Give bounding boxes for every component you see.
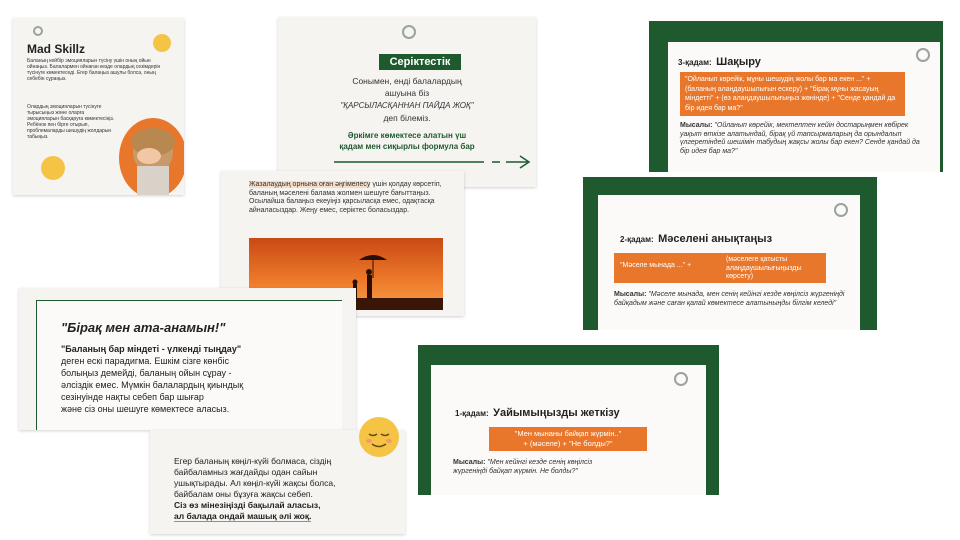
- text-line: ушықтырады. Ал көңіл-күйі жақсы болса,: [174, 478, 336, 488]
- formula-left: "Мәселе мынада ..." +: [620, 262, 692, 269]
- screaming-emoji-icon: [41, 156, 65, 180]
- body-text: үшін қолдау көрсетіп, баланың мәселені балама жолмен шешуге бағыттаңыз. Осылайша балаңыз екеуіңіз қарсыласқа емес, одақтасқа айналасыздар. Жеңу емес, серіктес боласыздар.: [249, 181, 442, 214]
- example-body: "Мен кейінгі кезде сенің көңілсіз: [487, 459, 593, 466]
- logo-icon: [33, 26, 43, 36]
- highlight-text: Жазалаудың орнына оған әңгімелесу: [249, 181, 371, 188]
- card-but-im-parent[interactable]: [19, 288, 356, 430]
- example-body: жүргеніңді байқап жүрмін. Не болды?": [453, 467, 578, 475]
- step-title: Мәселені анықтаңыз: [658, 233, 773, 245]
- card-step-3[interactable]: [649, 21, 943, 172]
- text-line: байбаламныз жағдайды одан сайын: [174, 467, 318, 477]
- step-label: 1-қадам:: [455, 409, 489, 418]
- text-line: деген ескі парадигма. Ешкім сізге көнбіс: [61, 356, 230, 366]
- step-label: 2-қадам:: [620, 235, 654, 244]
- bold-line: Сіз өз мінезіңізді бақылай аласыз,: [174, 500, 321, 510]
- text-line: Сонымен, енді балалардың: [352, 76, 462, 86]
- formula-box: [614, 253, 826, 283]
- intro-text: [249, 181, 454, 215]
- step-heading: [455, 403, 620, 421]
- paragraph: Баланың кейбір эмоцияларын түсіну үшін оның ойын ойнаңыз. Балалармен ойнаған кезде олардың сезімдерін түсінуге көмектеседі. Егер балаңыз ашулы болса, оның себебін сұраңыз.: [27, 58, 161, 82]
- text-line: ашуына біз: [384, 88, 430, 98]
- crying-child-photo: [117, 114, 184, 195]
- card-title: "Бірақ мен ата-анамын!": [61, 320, 226, 335]
- example-body: "Ойланып көрейік, мектептен кейін достарыңмен көбірек уақыт өткізе алатындай, бірақ үй тапсырмаларың да орындалып үлгеретіндей шешімін табудың жақсы жолы бар екен? Сенде қандай да бір идея бар ма?": [680, 122, 920, 155]
- step-heading: [620, 229, 772, 247]
- text-line: болыңыз демейді, баланың ойын сұрау -: [61, 368, 232, 378]
- example-text: [680, 122, 920, 156]
- step-label: 3-қадам:: [678, 58, 712, 67]
- arrow-icon: [334, 155, 534, 169]
- example-text: [614, 291, 852, 308]
- text-line: және сіз оны шешуге көмектесе аласыз.: [61, 404, 230, 414]
- partnership-badge: Серіктестік: [379, 54, 461, 70]
- logo-icon: [834, 203, 848, 217]
- example-label: Мысалы:: [680, 122, 713, 129]
- step-heading: [678, 52, 761, 70]
- green-text: Әркімге көмектесе алатын үш: [347, 131, 467, 140]
- card-step-2[interactable]: [583, 177, 877, 330]
- card-partnership[interactable]: [278, 17, 536, 187]
- text-line: деп білеміз.: [383, 113, 431, 123]
- formula-line: "Мен мынаны байқап жүрмін..": [514, 429, 622, 438]
- example-text: [453, 459, 693, 476]
- logo-icon: [674, 372, 688, 386]
- card-title: Mad Skillz: [27, 42, 86, 56]
- formula-line: + (мәселе) + "Не болды?": [523, 439, 613, 448]
- formula-right: (мәселеге қатысты алаңдаушылығыңызды көрсету): [726, 256, 802, 280]
- card-step-1[interactable]: [418, 345, 719, 495]
- quote-line: "ҚАРСЫЛАСҚАННАН ПАЙДА ЖОҚ": [340, 101, 474, 110]
- formula-box: [489, 427, 647, 451]
- text-line: әлсіздік емес. Мүмкін балалардың қиындық: [61, 380, 244, 390]
- card-mad-skillz[interactable]: [13, 18, 184, 195]
- green-text: қадам мен сиқырлы формула бар: [339, 142, 475, 151]
- formula-box: "Ойланып көрейік, мұны шешудің жолы бар ма екен ..." + (баланың алаңдаушылығын ескеру) + "бірақ мұны жасауың міндетті" + (өз алаңдаушылығыңыз жөнінде) + "Сенде қандай да бір идея бар ма?": [680, 72, 905, 116]
- text-line: "Баланың бар міндеті - үлкенді тыңдау": [61, 344, 242, 354]
- thinking-emoji-icon: [153, 34, 171, 52]
- step-title: Шақыру: [716, 56, 761, 68]
- example-label: Мысалы:: [614, 291, 647, 298]
- text-line: сезінуінде нақты себеп бар шығар: [61, 392, 204, 402]
- bold-line: ал балада ондай машық әлі жоқ.: [174, 511, 312, 521]
- step-title: Уайымыңызды жеткізу: [493, 407, 620, 419]
- example-label: Мысалы:: [453, 459, 486, 466]
- logo-icon: [402, 25, 416, 39]
- relieved-emoji-icon: [358, 416, 400, 458]
- logo-icon: [916, 48, 930, 62]
- text-line: байбалам оны бұзуға жақсы себеп.: [174, 489, 313, 499]
- example-body: "Мәселе мынада, мен сенің кейінгі кезде көңілсіз жүргеніңді байқадым және саған қалай көмектесе алатыныңды білгім келеді": [614, 291, 845, 307]
- text-line: Егер баланың көңіл-күйі болмаса, сіздің: [174, 456, 332, 466]
- paragraph: Олардың эмоцияларын түсінуге тырысыңыз және оларға эмоцияларын басқаруға көмектесіңіз. Ребёнок пен бірге отырып, проблемаларды шешудің жолдарын табыңыз.: [27, 104, 115, 140]
